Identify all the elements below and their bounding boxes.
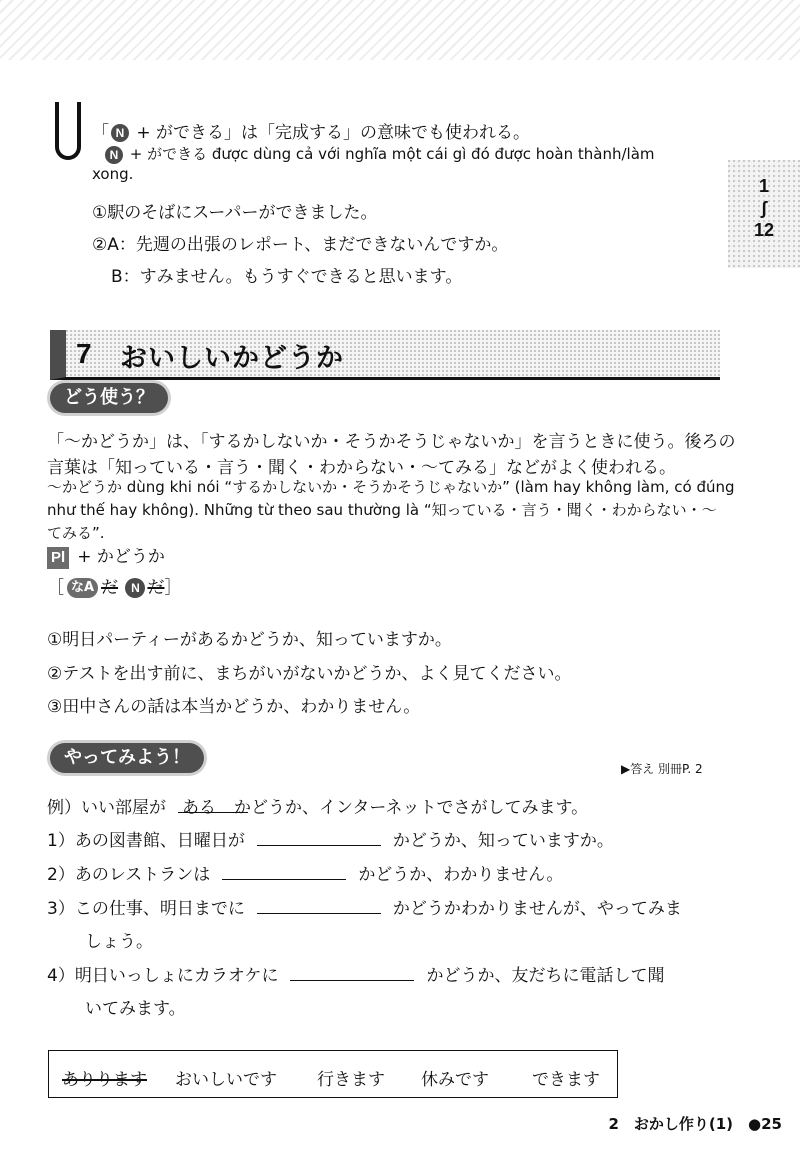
practice-question-3-blank[interactable] — [257, 912, 381, 914]
formula-exception-line — [47, 573, 181, 598]
practice-question-4-tail: かどうか、友だちに電話して聞 — [426, 966, 665, 986]
practice-example-tail: かどうか、インターネットでさがしてみます。 — [234, 798, 589, 818]
noun-badge-icon-2: N — [105, 146, 123, 164]
formula-text: + かどうか — [77, 547, 165, 567]
intro-example-2: ②A：先週の出張のレポート、まだできないんですか。 — [92, 235, 509, 255]
practice-question-4-head: 4）明日いっしょにカラオケに — [47, 966, 279, 986]
usage-example-2: ②テストを出す前に、まちがいがないかどうか、よく見てください。 — [47, 664, 572, 684]
usage-example-1: ①明日パーティーがあるかどうか、知っていますか。 — [47, 630, 452, 650]
practice-question-2-blank[interactable] — [222, 878, 346, 880]
practice-question-2-tail: かどうか、わかりません。 — [358, 865, 564, 885]
formula-bracket-close: ］ — [164, 578, 182, 598]
practice-question-1 — [47, 826, 614, 851]
intro-rule-text: + ができる」は「完成する」の意味でも使われる。 — [131, 123, 531, 143]
section-number: 7 — [76, 338, 92, 369]
intro-rule-line — [92, 118, 530, 143]
usage-pill: どう使う？ — [50, 383, 168, 413]
noun-badge-icon: N — [111, 124, 129, 142]
usage-example-3: ③田中さんの話は本当かどうか、わかりません。 — [47, 697, 421, 717]
word-bank-item-4: 休みです — [421, 1070, 489, 1090]
intro-vietnamese-line-1 — [103, 143, 655, 164]
usage-vi-line-3: てみる”. — [47, 524, 105, 542]
formula-bracket-open: ［ — [47, 578, 64, 598]
noun-badge-icon-3: N — [125, 578, 145, 598]
practice-example-head: 例）いい部屋が — [47, 798, 166, 818]
formula-line — [47, 542, 165, 569]
top-decorative-band — [0, 0, 800, 60]
practice-question-1-blank[interactable] — [257, 844, 381, 846]
practice-question-4-continuation: いてみます。 — [85, 999, 186, 1019]
practice-question-4-blank[interactable] — [290, 979, 414, 981]
intro-vietnamese-line-2: xong. — [92, 165, 134, 183]
practice-question-2 — [47, 860, 563, 885]
practice-question-3-continuation: しょう。 — [85, 932, 153, 952]
word-bank-item-3: 行きます — [317, 1070, 385, 1090]
practice-example-answer: ある — [182, 798, 216, 818]
answer-reference: ▶答え 別冊P. 2 — [621, 762, 703, 776]
word-bank-item-1: ありります — [62, 1070, 147, 1090]
intro-example-3: B：すみません。もうすぐできると思います。 — [111, 267, 463, 287]
plain-form-badge-icon: Pl — [47, 547, 69, 569]
practice-question-1-head: 1）あの図書館、日曜日が — [47, 831, 245, 851]
note-hook-icon — [55, 102, 81, 160]
practice-question-4 — [47, 961, 664, 986]
practice-question-1-tail: かどうか、知っていますか。 — [392, 831, 614, 851]
intro-open-bracket: 「 — [92, 123, 109, 143]
practice-question-3-head: 3）この仕事、明日までに — [47, 899, 245, 919]
da-strike-2: だ — [147, 578, 165, 598]
page-footer: 2 おかし作り(1) ●25 — [608, 1115, 782, 1133]
usage-vi-line-1: ～かどうか dùng khi nói “するかしないか・そうかそうじゃないか” (làm hay không làm, có đúng — [47, 478, 735, 496]
na-adjective-badge-icon: なA — [67, 578, 98, 598]
usage-jp-line-2: 言葉は「知っている・言う・聞く・わからない・～てみる」などがよく使われる。 — [47, 458, 676, 478]
usage-jp-line-1: 「～かどうか」は、「するかしないか・そうかそうじゃないか」を言うときに使う。後ろの — [47, 432, 736, 452]
chapter-range-label: 1 ∫ 12 — [753, 176, 775, 240]
practice-question-3 — [47, 894, 682, 919]
da-strike-1: だ — [101, 578, 119, 598]
word-bank-item-2: おいしいです — [175, 1070, 277, 1090]
intro-example-1: ①駅のそばにスーパーができました。 — [92, 203, 378, 223]
practice-pill: やってみよう！ — [50, 743, 204, 773]
usage-vi-line-2: như thế hay không). Những từ theo sau thường là “知っている・言う・聞く・わからない・～ — [47, 501, 717, 519]
practice-question-2-head: 2）あのレストランは — [47, 865, 211, 885]
practice-question-3-tail: かどうかわかりませんが、やってみま — [392, 899, 682, 919]
practice-example-line — [47, 793, 648, 818]
word-bank-item-5: できます — [532, 1070, 600, 1090]
section-title: おいしいかどうか — [120, 343, 344, 374]
intro-vietnamese-text-1: + ができる được dùng cả với nghĩa một cái gì đó được hoàn thành/làm — [125, 145, 655, 163]
